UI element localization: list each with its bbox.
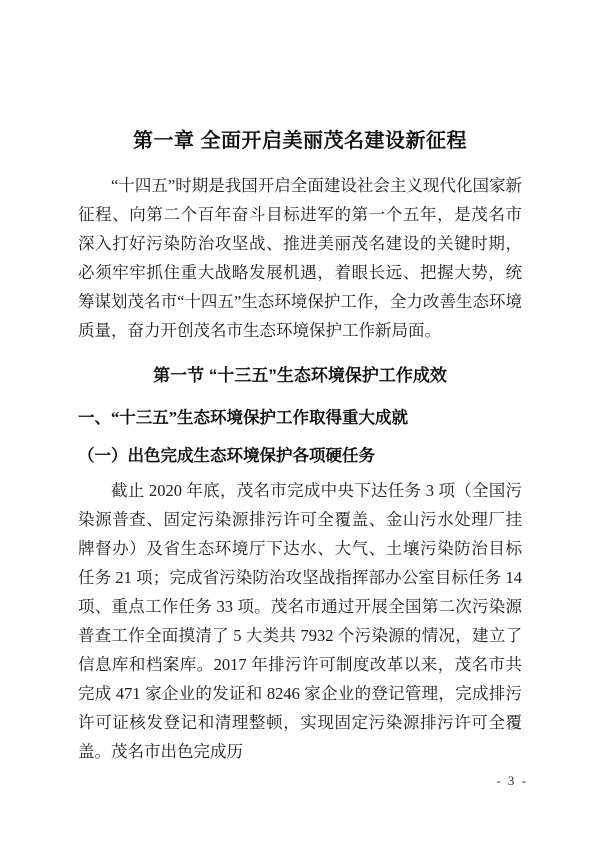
page-number: - 3 - bbox=[496, 773, 528, 788]
section-title: 第一节 “十三五”生态环境保护工作成效 bbox=[153, 366, 447, 385]
subsection-title: 一、“十三五”生态环境保护工作取得重大成就 bbox=[78, 408, 408, 427]
chapter-title: 第一章 全面开启美丽茂名建设新征程 bbox=[132, 130, 468, 152]
body-paragraph: 截止 2020 年底，茂名市完成中央下达任务 3 项（全国污染源普查、固定污染源排污许可全覆盖、金山污水处理厂挂牌督办）及省生态环境厅下达水、大气、土壤污染防治目标任务 21 项；完成省污染防治攻坚战指挥部办公室目标任务 14 项、重点工作任务 33 项。茂名市通过开展全国第二次污染源普查工作全面摸清了 5 大类共 7932 个污染源的情况，建立了信息库和档案库。2017 年排污许可制度改革以来，茂名市共完成 471 家企业的发证和 8246 家企业的登记管理，完成排污许可证核发登记和清理整顿，实现固定污染源排污许可全覆盖。茂名市出色完成历 bbox=[78, 481, 522, 761]
item-title: （一）出色完成生态环境保护各项硬任务 bbox=[78, 446, 375, 465]
intro-paragraph: “十四五”时期是我国开启全面建设社会主义现代化国家新征程、向第二个百年奋斗目标进军的第一个五年，是茂名市深入打好污染防治攻坚战、推进美丽茂名建设的关键时期，必须牢牢抓住重大战略发展机遇，着眼长远、把握大势，统筹谋划茂名市“十四五”生态环境保护工作，全力改善生态环境质量，奋力开创茂名市生态环境保护工作新局面。 bbox=[78, 176, 522, 340]
